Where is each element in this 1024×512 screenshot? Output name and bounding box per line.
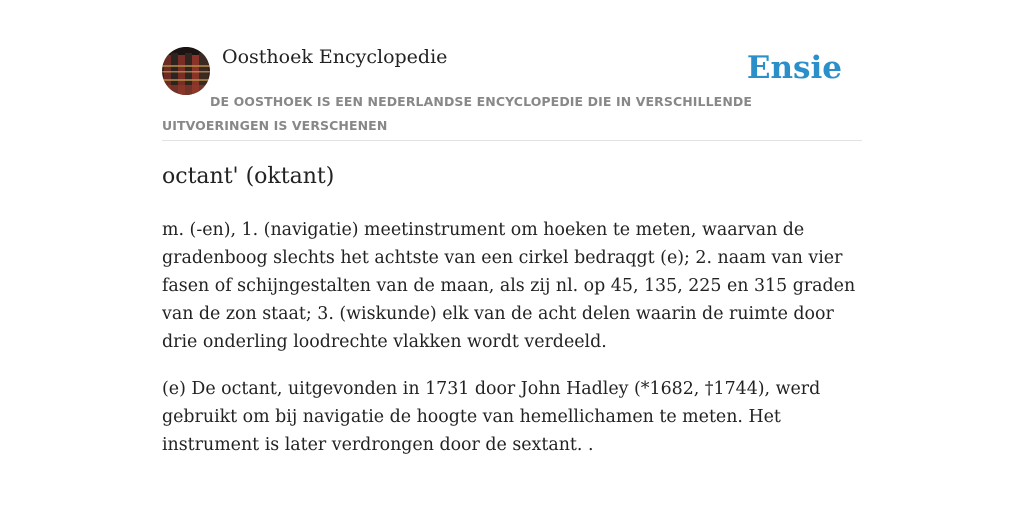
site-tagline: DE OOSTHOEK IS EEN NEDERLANDSE ENCYCLOPEDIE DIE IN VERSCHILLENDE UITVOERINGEN IS VERSCHENEN xyxy=(162,94,752,133)
entry-note: (e) De octant, uitgevonden in 1731 door John Hadley (*1682, †1744), werd gebruikt om bij navigatie de hoogte van hemellichamen te meten. Het instrument is later verdrongen door de sextant. . xyxy=(162,379,821,455)
site-header xyxy=(162,0,862,141)
site-name[interactable]: Oosthoek Encyclopedie xyxy=(222,46,448,68)
encyclopedia-books-icon[interactable] xyxy=(162,47,210,95)
entry-definition: m. (-en), 1. (navigatie) meetinstrument om hoeken te meten, waarvan de gradenboog slechts het achtste van een cirkel bedraqgt (e); 2. naam van vier fasen of schijngestalten van de maan, als zij nl. op 45, 135, 225 en 315 graden van de zon staat; 3. (wiskunde) elk van de acht delen waarin de ruimte door drie onderling loodrechte vlakken wordt verdeeld. xyxy=(162,220,856,352)
ensie-logo-link[interactable]: Ensie xyxy=(746,50,842,86)
entry-title: octant' (oktant) xyxy=(162,164,335,189)
page-container xyxy=(162,0,862,455)
